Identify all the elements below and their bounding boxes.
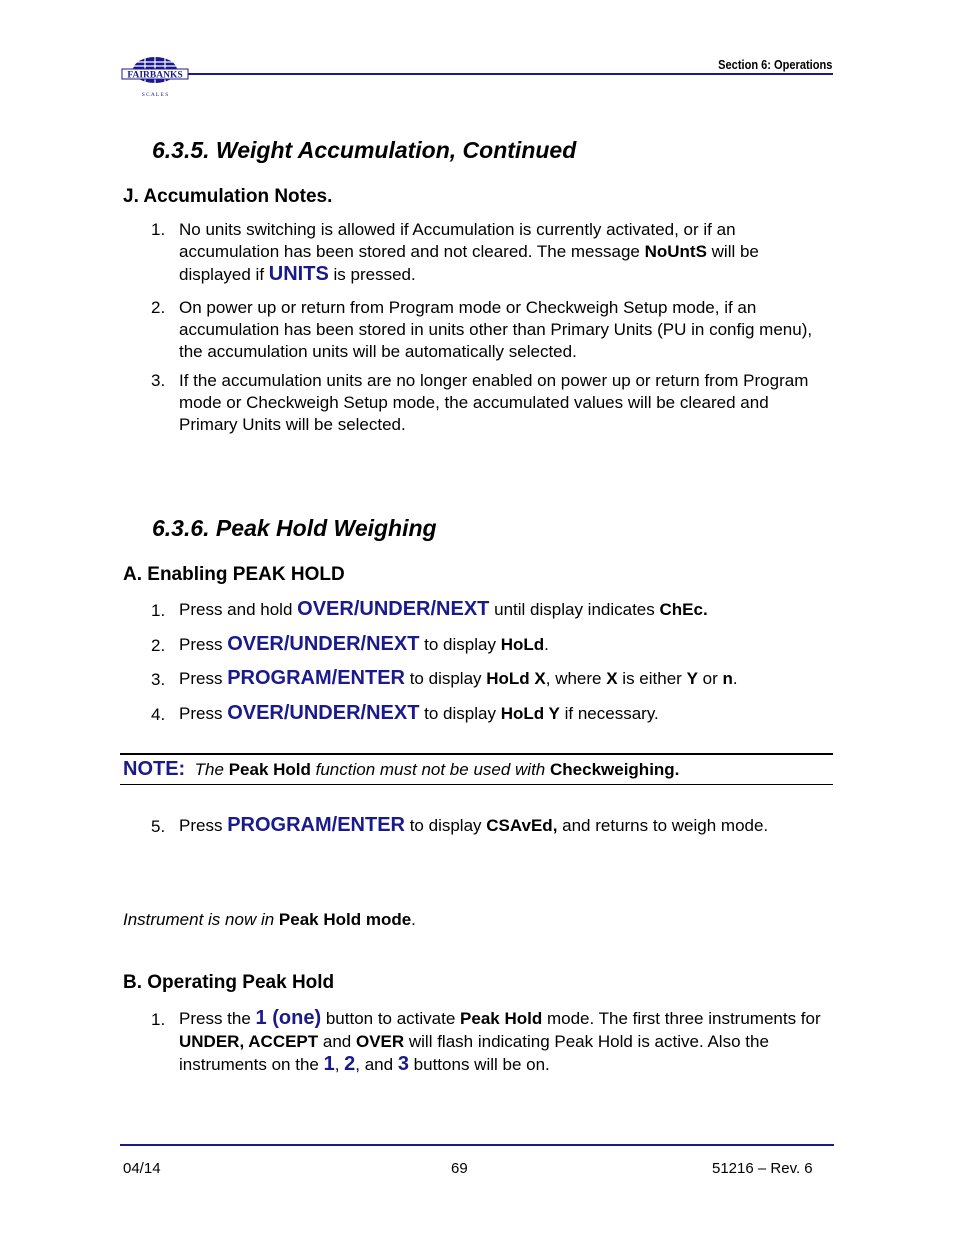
fairbanks-logo bbox=[120, 56, 190, 100]
key-name: PROGRAM/ENTER bbox=[227, 667, 405, 689]
list-item-text bbox=[179, 814, 839, 837]
value: Y bbox=[686, 669, 698, 688]
key-name: UNITS bbox=[268, 263, 329, 285]
text: . bbox=[544, 635, 549, 654]
text: to display bbox=[419, 635, 501, 654]
text: , and bbox=[355, 1055, 398, 1074]
text: to display bbox=[404, 669, 487, 688]
text: Peak Hold bbox=[460, 1009, 543, 1028]
subheading-j: J. Accumulation Notes. bbox=[123, 186, 333, 207]
page-number: 69 bbox=[451, 1160, 468, 1177]
text: to display bbox=[419, 704, 501, 723]
value: X bbox=[606, 669, 618, 688]
key-name: 3 bbox=[397, 1053, 409, 1075]
list-number: 1. bbox=[151, 1010, 166, 1029]
list-item-text bbox=[179, 219, 831, 286]
list-number: 2. bbox=[151, 298, 166, 317]
text: . bbox=[732, 669, 738, 688]
section-label: Section 6: Operations bbox=[717, 57, 832, 72]
text: Press and hold bbox=[179, 600, 298, 619]
list-item-text bbox=[179, 1007, 834, 1076]
subheading-a: A. Enabling PEAK HOLD bbox=[123, 564, 345, 585]
text: Press bbox=[179, 635, 228, 654]
list-number: 2. bbox=[151, 636, 166, 655]
text: No units switching is allowed if Accumulation is currently activated, or if an accumulation has been stored and not cleared. The message bbox=[179, 220, 736, 261]
text: is pressed. bbox=[328, 265, 416, 284]
text: buttons will be on. bbox=[408, 1055, 550, 1074]
text: and returns to weigh mode. bbox=[557, 816, 769, 835]
display-message: CSAvEd, bbox=[486, 816, 558, 835]
list-item-text: On power up or return from Program mode or Checkweigh Setup mode, if an accumulation has been stored in units other than Primary Units (PU in config menu), the accumulation units will be automatically selected. bbox=[179, 298, 813, 361]
text: . bbox=[411, 910, 416, 929]
list-number: 4. bbox=[151, 705, 166, 724]
note-rule-bottom bbox=[120, 784, 833, 785]
text: Press bbox=[179, 669, 228, 688]
display-message: NoUntS bbox=[644, 242, 707, 261]
mode-statement bbox=[123, 909, 416, 931]
footer-rule bbox=[120, 1144, 834, 1146]
section-title-6-3-5: 6.3.5. Weight Accumulation, Continued bbox=[152, 137, 577, 163]
text: The bbox=[194, 760, 229, 779]
display-message: ChEc. bbox=[659, 600, 708, 619]
list-item-text bbox=[179, 702, 839, 725]
text: and bbox=[318, 1032, 356, 1051]
text: function must not be used with bbox=[310, 760, 550, 779]
section-title-6-3-6: 6.3.6. Peak Hold Weighing bbox=[152, 515, 437, 541]
list-number: 5. bbox=[151, 817, 166, 836]
subheading-b: B. Operating Peak Hold bbox=[123, 972, 335, 993]
text: OVER bbox=[355, 1032, 405, 1051]
text: if necessary. bbox=[559, 704, 659, 723]
document-number: 51216 – Rev. 6 bbox=[712, 1160, 813, 1177]
list-number: 1. bbox=[151, 601, 166, 620]
list-number: 1. bbox=[151, 220, 166, 239]
key-name: 1 (one) bbox=[255, 1007, 322, 1029]
text: Instrument is now in bbox=[123, 910, 279, 929]
key-name: 1 bbox=[323, 1053, 335, 1075]
display-message: HoLd X bbox=[486, 669, 546, 688]
list-number: 3. bbox=[151, 670, 166, 689]
text: Peak Hold mode bbox=[278, 910, 412, 929]
text: , bbox=[334, 1055, 345, 1074]
text: Press bbox=[179, 816, 228, 835]
footer-date: 04/14 bbox=[123, 1160, 161, 1177]
note-label: NOTE: bbox=[123, 758, 186, 780]
header-rule bbox=[188, 73, 833, 75]
note bbox=[123, 758, 679, 781]
list-item-text: If the accumulation units are no longer enabled on power up or return from Program mode or Checkweigh Setup mode, the accumulated values will be cleared and Primary Units will be selected. bbox=[179, 371, 809, 434]
note-rule-top bbox=[120, 753, 833, 755]
fairbanks-logo-icon bbox=[120, 56, 190, 100]
text: is either bbox=[617, 669, 687, 688]
text: , where bbox=[545, 669, 607, 688]
text: button to activate bbox=[321, 1009, 461, 1028]
key-name: PROGRAM/ENTER bbox=[227, 814, 405, 836]
display-message: HoLd bbox=[500, 635, 545, 654]
list-item-text bbox=[179, 633, 839, 656]
text: will flash indicating Peak Hold is active. Also the instruments on the bbox=[179, 1032, 769, 1074]
list-number: 3. bbox=[151, 371, 166, 390]
text: will be displayed if bbox=[179, 242, 759, 284]
text: to display bbox=[404, 816, 487, 835]
text: until display indicates bbox=[489, 600, 660, 619]
text: or bbox=[697, 669, 723, 688]
key-name: 2 bbox=[344, 1053, 356, 1075]
value: n bbox=[722, 669, 733, 688]
logo-subtitle: S C A L E S bbox=[141, 92, 169, 98]
text: Peak Hold bbox=[228, 760, 311, 779]
text: Checkweighing. bbox=[550, 760, 680, 779]
logo-wordmark: FAIRBANKS bbox=[127, 70, 183, 81]
key-name: OVER/UNDER/NEXT bbox=[227, 633, 420, 655]
text: UNDER, ACCEPT bbox=[179, 1032, 319, 1051]
text: Press the bbox=[179, 1009, 256, 1028]
list-item-text bbox=[179, 598, 839, 621]
key-name: OVER/UNDER/NEXT bbox=[227, 702, 420, 724]
text: mode. The first three instruments for bbox=[542, 1009, 821, 1028]
display-message: HoLd Y bbox=[500, 704, 560, 723]
list-item-text bbox=[179, 667, 839, 690]
text: Press bbox=[179, 704, 228, 723]
key-name: OVER/UNDER/NEXT bbox=[297, 598, 490, 620]
